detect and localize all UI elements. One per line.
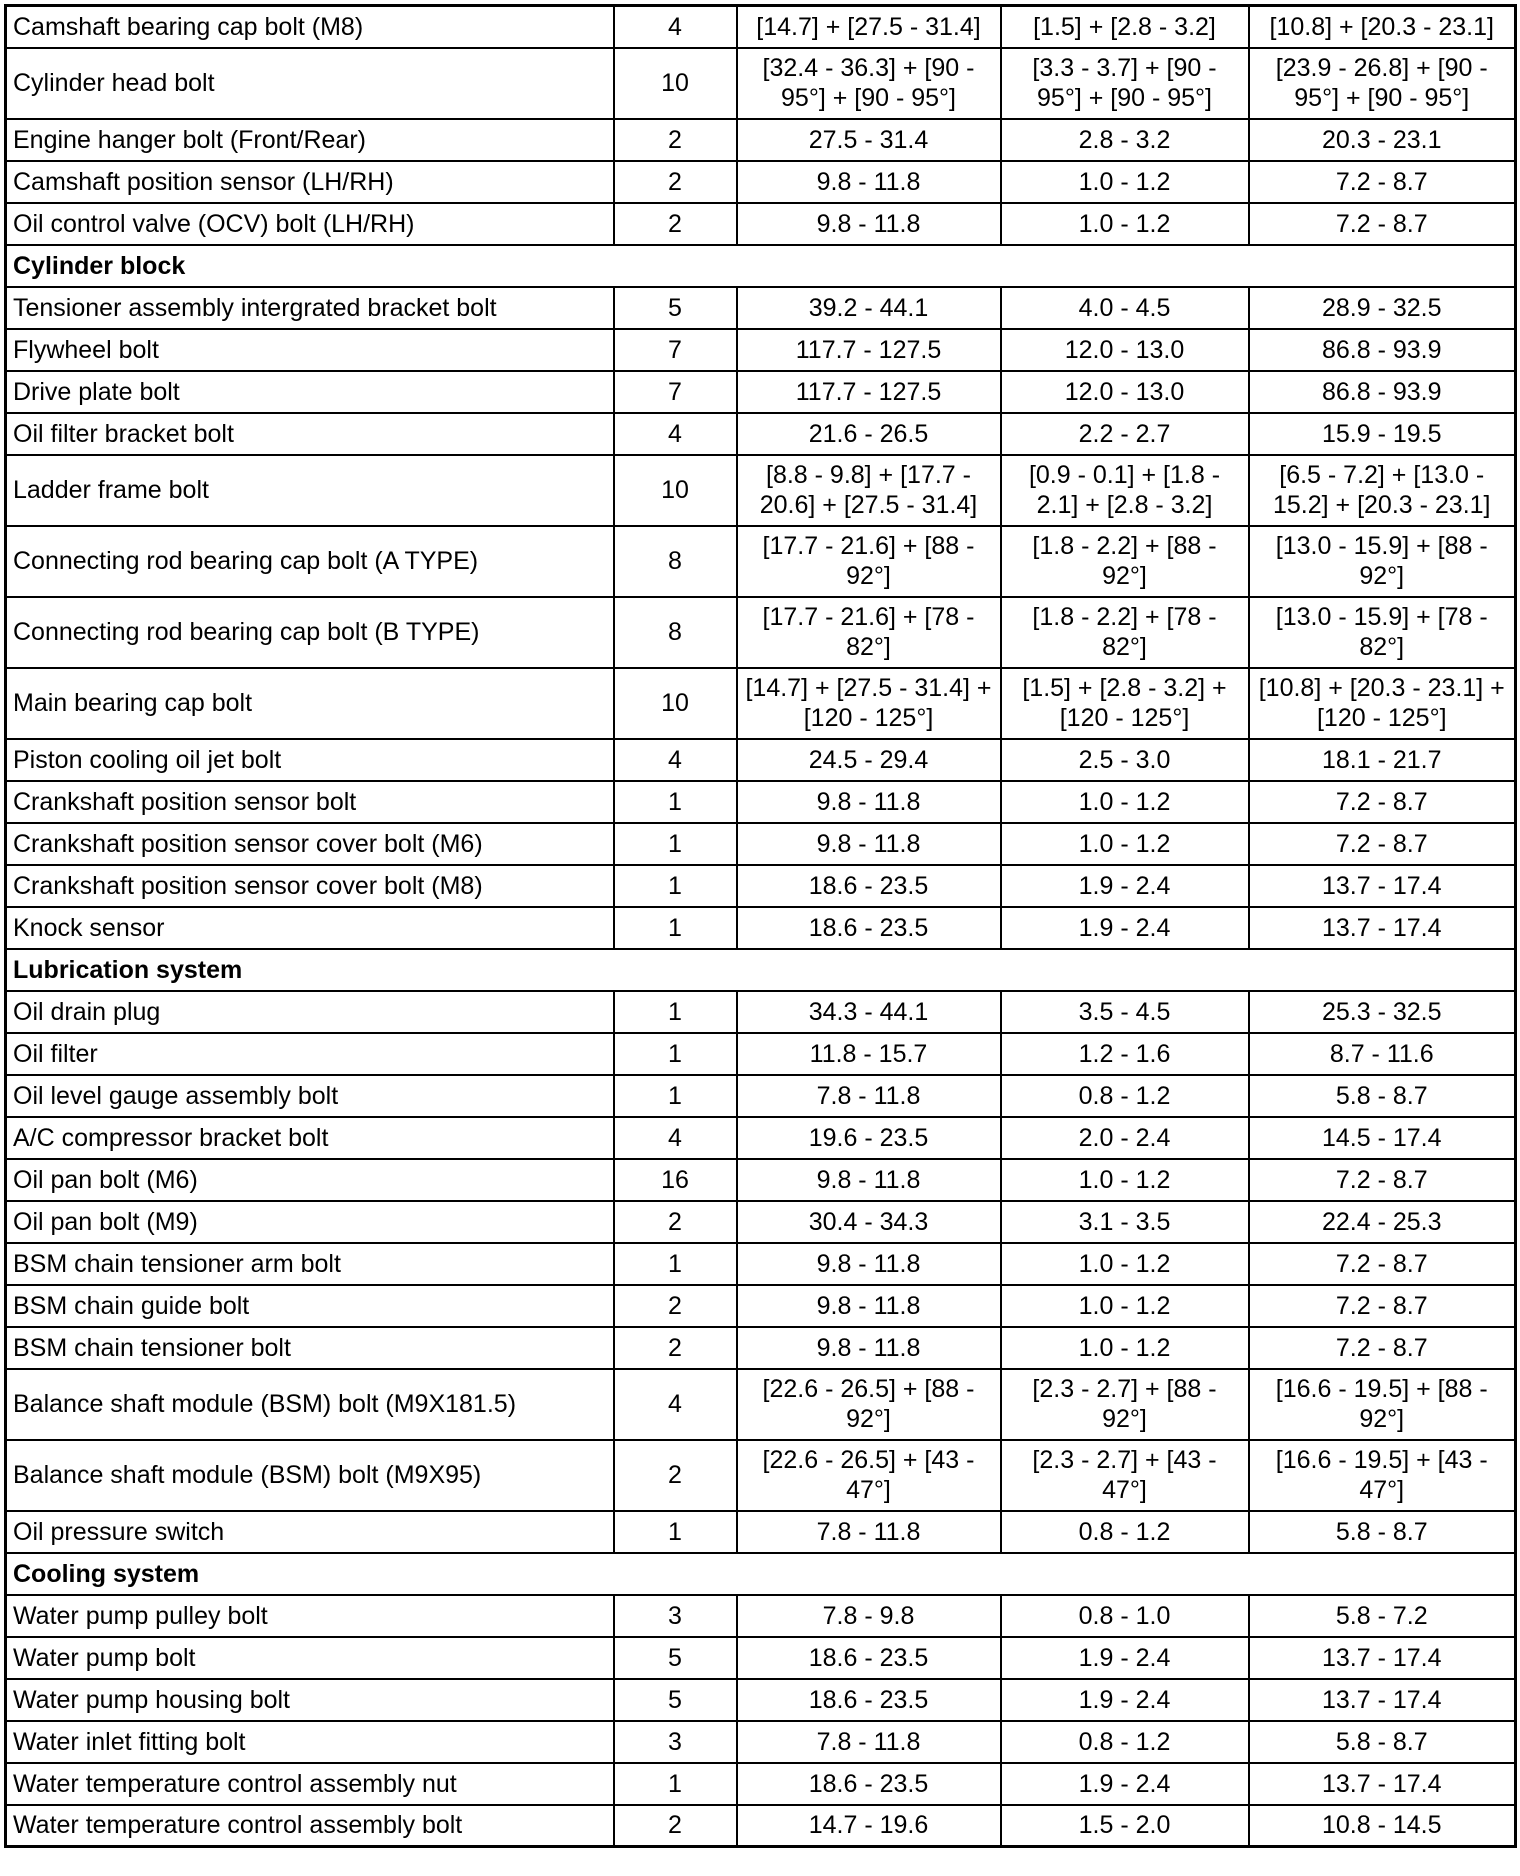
torque-kgf-cell: 1.9 - 2.4: [1001, 1763, 1249, 1805]
torque-kgf-cell: 0.8 - 1.0: [1001, 1595, 1249, 1637]
item-name-cell: Crankshaft position sensor cover bolt (M8): [6, 865, 614, 907]
table-row: [6, 1243, 1516, 1285]
table-row: [6, 119, 1516, 161]
quantity-cell: 1: [614, 1033, 737, 1075]
table-row: [6, 907, 1516, 949]
torque-kgf-cell: 3.1 - 3.5: [1001, 1201, 1249, 1243]
table-row: [6, 823, 1516, 865]
torque-nm-cell: 30.4 - 34.3: [737, 1201, 1001, 1243]
quantity-cell: 2: [614, 1327, 737, 1369]
table-row: [6, 371, 1516, 413]
item-name-cell: Water temperature control assembly bolt: [6, 1805, 614, 1847]
torque-lbf-cell: 5.8 - 8.7: [1249, 1511, 1516, 1553]
torque-lbf-cell: [16.6 - 19.5] + [43 - 47°]: [1249, 1440, 1516, 1511]
table-row: [6, 1327, 1516, 1369]
item-name-cell: Knock sensor: [6, 907, 614, 949]
table-row: [6, 1805, 1516, 1847]
section-header-row: [6, 1553, 1516, 1595]
torque-kgf-cell: [3.3 - 3.7] + [90 - 95°] + [90 - 95°]: [1001, 48, 1249, 119]
table-row: [6, 1075, 1516, 1117]
item-name-cell: Water temperature control assembly nut: [6, 1763, 614, 1805]
quantity-cell: 1: [614, 907, 737, 949]
table-row: [6, 597, 1516, 668]
table-row: [6, 287, 1516, 329]
torque-lbf-cell: 86.8 - 93.9: [1249, 371, 1516, 413]
table-row: [6, 1763, 1516, 1805]
quantity-cell: 10: [614, 668, 737, 739]
quantity-cell: 2: [614, 1805, 737, 1847]
torque-lbf-cell: 5.8 - 8.7: [1249, 1075, 1516, 1117]
section-title: Lubrication system: [6, 949, 1516, 991]
torque-nm-cell: 9.8 - 11.8: [737, 1327, 1001, 1369]
quantity-cell: 10: [614, 455, 737, 526]
table-row: [6, 1595, 1516, 1637]
item-name-cell: Connecting rod bearing cap bolt (B TYPE): [6, 597, 614, 668]
torque-kgf-cell: 1.0 - 1.2: [1001, 1243, 1249, 1285]
torque-lbf-cell: 13.7 - 17.4: [1249, 1679, 1516, 1721]
quantity-cell: 1: [614, 1763, 737, 1805]
torque-lbf-cell: 7.2 - 8.7: [1249, 1285, 1516, 1327]
table-row: [6, 1637, 1516, 1679]
torque-nm-cell: [22.6 - 26.5] + [88 - 92°]: [737, 1369, 1001, 1440]
torque-kgf-cell: 1.0 - 1.2: [1001, 1327, 1249, 1369]
table-row: [6, 1159, 1516, 1201]
item-name-cell: Piston cooling oil jet bolt: [6, 739, 614, 781]
quantity-cell: 4: [614, 1117, 737, 1159]
table-row: [6, 203, 1516, 245]
torque-kgf-cell: 1.0 - 1.2: [1001, 823, 1249, 865]
torque-kgf-cell: 4.0 - 4.5: [1001, 287, 1249, 329]
section-title: Cylinder block: [6, 245, 1516, 287]
torque-nm-cell: 9.8 - 11.8: [737, 781, 1001, 823]
table-row: [6, 1440, 1516, 1511]
quantity-cell: 5: [614, 1637, 737, 1679]
torque-kgf-cell: 0.8 - 1.2: [1001, 1511, 1249, 1553]
quantity-cell: 10: [614, 48, 737, 119]
torque-lbf-cell: 5.8 - 7.2: [1249, 1595, 1516, 1637]
quantity-cell: 16: [614, 1159, 737, 1201]
torque-lbf-cell: 7.2 - 8.7: [1249, 1327, 1516, 1369]
torque-lbf-cell: 7.2 - 8.7: [1249, 1243, 1516, 1285]
quantity-cell: 8: [614, 526, 737, 597]
item-name-cell: Oil level gauge assembly bolt: [6, 1075, 614, 1117]
torque-kgf-cell: 0.8 - 1.2: [1001, 1075, 1249, 1117]
torque-lbf-cell: 7.2 - 8.7: [1249, 203, 1516, 245]
quantity-cell: 4: [614, 6, 737, 48]
torque-lbf-cell: [10.8] + [20.3 - 23.1] + [120 - 125°]: [1249, 668, 1516, 739]
torque-kgf-cell: [2.3 - 2.7] + [43 - 47°]: [1001, 1440, 1249, 1511]
torque-lbf-cell: 13.7 - 17.4: [1249, 1763, 1516, 1805]
torque-nm-cell: 9.8 - 11.8: [737, 1243, 1001, 1285]
quantity-cell: 2: [614, 119, 737, 161]
torque-nm-cell: 18.6 - 23.5: [737, 1679, 1001, 1721]
table-row: [6, 739, 1516, 781]
item-name-cell: Camshaft position sensor (LH/RH): [6, 161, 614, 203]
torque-nm-cell: 18.6 - 23.5: [737, 1637, 1001, 1679]
quantity-cell: 2: [614, 203, 737, 245]
quantity-cell: 1: [614, 781, 737, 823]
torque-spec-body: [6, 6, 1516, 1847]
torque-kgf-cell: 1.9 - 2.4: [1001, 907, 1249, 949]
torque-kgf-cell: 3.5 - 4.5: [1001, 991, 1249, 1033]
torque-kgf-cell: 1.5 - 2.0: [1001, 1805, 1249, 1847]
table-row: [6, 6, 1516, 48]
torque-kgf-cell: 12.0 - 13.0: [1001, 329, 1249, 371]
torque-nm-cell: 7.8 - 11.8: [737, 1075, 1001, 1117]
torque-kgf-cell: 1.0 - 1.2: [1001, 1285, 1249, 1327]
table-row: [6, 455, 1516, 526]
table-row: [6, 48, 1516, 119]
torque-lbf-cell: 7.2 - 8.7: [1249, 1159, 1516, 1201]
torque-kgf-cell: [2.3 - 2.7] + [88 - 92°]: [1001, 1369, 1249, 1440]
torque-nm-cell: 117.7 - 127.5: [737, 371, 1001, 413]
item-name-cell: Oil pan bolt (M6): [6, 1159, 614, 1201]
torque-kgf-cell: 1.2 - 1.6: [1001, 1033, 1249, 1075]
torque-kgf-cell: 1.0 - 1.2: [1001, 161, 1249, 203]
torque-nm-cell: 9.8 - 11.8: [737, 203, 1001, 245]
torque-lbf-cell: [6.5 - 7.2] + [13.0 - 15.2] + [20.3 - 23.1]: [1249, 455, 1516, 526]
torque-lbf-cell: [23.9 - 26.8] + [90 - 95°] + [90 - 95°]: [1249, 48, 1516, 119]
quantity-cell: 2: [614, 161, 737, 203]
torque-nm-cell: 34.3 - 44.1: [737, 991, 1001, 1033]
item-name-cell: Oil filter bracket bolt: [6, 413, 614, 455]
torque-lbf-cell: [13.0 - 15.9] + [88 - 92°]: [1249, 526, 1516, 597]
item-name-cell: Main bearing cap bolt: [6, 668, 614, 739]
quantity-cell: 2: [614, 1440, 737, 1511]
torque-nm-cell: 19.6 - 23.5: [737, 1117, 1001, 1159]
item-name-cell: Oil filter: [6, 1033, 614, 1075]
table-row: [6, 161, 1516, 203]
quantity-cell: 1: [614, 865, 737, 907]
item-name-cell: Oil drain plug: [6, 991, 614, 1033]
item-name-cell: Water pump housing bolt: [6, 1679, 614, 1721]
item-name-cell: Oil pressure switch: [6, 1511, 614, 1553]
torque-kgf-cell: 2.5 - 3.0: [1001, 739, 1249, 781]
torque-kgf-cell: [1.5] + [2.8 - 3.2]: [1001, 6, 1249, 48]
torque-lbf-cell: 18.1 - 21.7: [1249, 739, 1516, 781]
torque-nm-cell: [14.7] + [27.5 - 31.4] + [120 - 125°]: [737, 668, 1001, 739]
torque-lbf-cell: 8.7 - 11.6: [1249, 1033, 1516, 1075]
torque-kgf-cell: 1.0 - 1.2: [1001, 781, 1249, 823]
torque-nm-cell: [32.4 - 36.3] + [90 - 95°] + [90 - 95°]: [737, 48, 1001, 119]
torque-lbf-cell: [16.6 - 19.5] + [88 - 92°]: [1249, 1369, 1516, 1440]
table-row: [6, 329, 1516, 371]
torque-kgf-cell: 2.8 - 3.2: [1001, 119, 1249, 161]
torque-nm-cell: [8.8 - 9.8] + [17.7 - 20.6] + [27.5 - 31.4]: [737, 455, 1001, 526]
torque-spec-table: [4, 4, 1517, 1848]
torque-lbf-cell: [10.8] + [20.3 - 23.1]: [1249, 6, 1516, 48]
torque-nm-cell: 39.2 - 44.1: [737, 287, 1001, 329]
item-name-cell: Connecting rod bearing cap bolt (A TYPE): [6, 526, 614, 597]
torque-nm-cell: 14.7 - 19.6: [737, 1805, 1001, 1847]
item-name-cell: Water pump bolt: [6, 1637, 614, 1679]
torque-lbf-cell: 7.2 - 8.7: [1249, 823, 1516, 865]
torque-nm-cell: 9.8 - 11.8: [737, 1285, 1001, 1327]
torque-nm-cell: 24.5 - 29.4: [737, 739, 1001, 781]
table-row: [6, 1201, 1516, 1243]
torque-nm-cell: [17.7 - 21.6] + [88 - 92°]: [737, 526, 1001, 597]
quantity-cell: 7: [614, 371, 737, 413]
table-row: [6, 1721, 1516, 1763]
item-name-cell: Drive plate bolt: [6, 371, 614, 413]
torque-lbf-cell: [13.0 - 15.9] + [78 - 82°]: [1249, 597, 1516, 668]
quantity-cell: 1: [614, 823, 737, 865]
torque-nm-cell: [22.6 - 26.5] + [43 - 47°]: [737, 1440, 1001, 1511]
torque-lbf-cell: 7.2 - 8.7: [1249, 781, 1516, 823]
torque-nm-cell: 7.8 - 11.8: [737, 1511, 1001, 1553]
quantity-cell: 2: [614, 1285, 737, 1327]
torque-kgf-cell: [1.8 - 2.2] + [78 - 82°]: [1001, 597, 1249, 668]
quantity-cell: 1: [614, 1511, 737, 1553]
quantity-cell: 3: [614, 1595, 737, 1637]
torque-kgf-cell: 1.0 - 1.2: [1001, 1159, 1249, 1201]
table-row: [6, 991, 1516, 1033]
item-name-cell: Oil pan bolt (M9): [6, 1201, 614, 1243]
torque-nm-cell: [17.7 - 21.6] + [78 - 82°]: [737, 597, 1001, 668]
torque-lbf-cell: 13.7 - 17.4: [1249, 865, 1516, 907]
section-header-row: [6, 949, 1516, 991]
quantity-cell: 4: [614, 739, 737, 781]
item-name-cell: Flywheel bolt: [6, 329, 614, 371]
item-name-cell: BSM chain tensioner arm bolt: [6, 1243, 614, 1285]
torque-lbf-cell: 22.4 - 25.3: [1249, 1201, 1516, 1243]
table-row: [6, 865, 1516, 907]
table-row: [6, 1033, 1516, 1075]
item-name-cell: Tensioner assembly intergrated bracket bolt: [6, 287, 614, 329]
quantity-cell: 2: [614, 1201, 737, 1243]
torque-kgf-cell: [1.8 - 2.2] + [88 - 92°]: [1001, 526, 1249, 597]
torque-lbf-cell: 14.5 - 17.4: [1249, 1117, 1516, 1159]
quantity-cell: 4: [614, 413, 737, 455]
torque-nm-cell: 9.8 - 11.8: [737, 1159, 1001, 1201]
table-row: [6, 781, 1516, 823]
table-row: [6, 1511, 1516, 1553]
quantity-cell: 5: [614, 1679, 737, 1721]
item-name-cell: Ladder frame bolt: [6, 455, 614, 526]
torque-nm-cell: 9.8 - 11.8: [737, 161, 1001, 203]
torque-kgf-cell: 0.8 - 1.2: [1001, 1721, 1249, 1763]
torque-kgf-cell: [1.5] + [2.8 - 3.2] + [120 - 125°]: [1001, 668, 1249, 739]
section-title: Cooling system: [6, 1553, 1516, 1595]
torque-lbf-cell: 13.7 - 17.4: [1249, 1637, 1516, 1679]
item-name-cell: Cylinder head bolt: [6, 48, 614, 119]
table-row: [6, 1117, 1516, 1159]
torque-nm-cell: [14.7] + [27.5 - 31.4]: [737, 6, 1001, 48]
torque-nm-cell: 18.6 - 23.5: [737, 865, 1001, 907]
table-row: [6, 413, 1516, 455]
torque-nm-cell: 27.5 - 31.4: [737, 119, 1001, 161]
item-name-cell: Engine hanger bolt (Front/Rear): [6, 119, 614, 161]
torque-lbf-cell: 28.9 - 32.5: [1249, 287, 1516, 329]
quantity-cell: 7: [614, 329, 737, 371]
torque-lbf-cell: 13.7 - 17.4: [1249, 907, 1516, 949]
item-name-cell: Water pump pulley bolt: [6, 1595, 614, 1637]
quantity-cell: 1: [614, 1243, 737, 1285]
torque-kgf-cell: 1.9 - 2.4: [1001, 1637, 1249, 1679]
torque-kgf-cell: 1.0 - 1.2: [1001, 203, 1249, 245]
torque-kgf-cell: 1.9 - 2.4: [1001, 1679, 1249, 1721]
item-name-cell: BSM chain tensioner bolt: [6, 1327, 614, 1369]
table-row: [6, 526, 1516, 597]
table-row: [6, 668, 1516, 739]
torque-nm-cell: 7.8 - 9.8: [737, 1595, 1001, 1637]
torque-lbf-cell: 25.3 - 32.5: [1249, 991, 1516, 1033]
table-row: [6, 1369, 1516, 1440]
table-row: [6, 1285, 1516, 1327]
torque-nm-cell: 18.6 - 23.5: [737, 1763, 1001, 1805]
quantity-cell: 4: [614, 1369, 737, 1440]
torque-kgf-cell: 1.9 - 2.4: [1001, 865, 1249, 907]
item-name-cell: BSM chain guide bolt: [6, 1285, 614, 1327]
torque-lbf-cell: 86.8 - 93.9: [1249, 329, 1516, 371]
item-name-cell: Balance shaft module (BSM) bolt (M9X95): [6, 1440, 614, 1511]
torque-lbf-cell: 15.9 - 19.5: [1249, 413, 1516, 455]
section-header-row: [6, 245, 1516, 287]
quantity-cell: 8: [614, 597, 737, 668]
torque-nm-cell: 18.6 - 23.5: [737, 907, 1001, 949]
torque-nm-cell: 117.7 - 127.5: [737, 329, 1001, 371]
quantity-cell: 1: [614, 991, 737, 1033]
item-name-cell: Oil control valve (OCV) bolt (LH/RH): [6, 203, 614, 245]
quantity-cell: 1: [614, 1075, 737, 1117]
torque-lbf-cell: 5.8 - 8.7: [1249, 1721, 1516, 1763]
torque-kgf-cell: 12.0 - 13.0: [1001, 371, 1249, 413]
item-name-cell: Balance shaft module (BSM) bolt (M9X181.5): [6, 1369, 614, 1440]
item-name-cell: Camshaft bearing cap bolt (M8): [6, 6, 614, 48]
torque-lbf-cell: 7.2 - 8.7: [1249, 161, 1516, 203]
item-name-cell: Water inlet fitting bolt: [6, 1721, 614, 1763]
table-row: [6, 1679, 1516, 1721]
torque-nm-cell: 21.6 - 26.5: [737, 413, 1001, 455]
torque-nm-cell: 7.8 - 11.8: [737, 1721, 1001, 1763]
item-name-cell: Crankshaft position sensor cover bolt (M6): [6, 823, 614, 865]
torque-kgf-cell: 2.2 - 2.7: [1001, 413, 1249, 455]
torque-nm-cell: 9.8 - 11.8: [737, 823, 1001, 865]
torque-lbf-cell: 10.8 - 14.5: [1249, 1805, 1516, 1847]
quantity-cell: 5: [614, 287, 737, 329]
torque-kgf-cell: 2.0 - 2.4: [1001, 1117, 1249, 1159]
torque-nm-cell: 11.8 - 15.7: [737, 1033, 1001, 1075]
torque-lbf-cell: 20.3 - 23.1: [1249, 119, 1516, 161]
torque-kgf-cell: [0.9 - 0.1] + [1.8 - 2.1] + [2.8 - 3.2]: [1001, 455, 1249, 526]
item-name-cell: A/C compressor bracket bolt: [6, 1117, 614, 1159]
quantity-cell: 3: [614, 1721, 737, 1763]
item-name-cell: Crankshaft position sensor bolt: [6, 781, 614, 823]
